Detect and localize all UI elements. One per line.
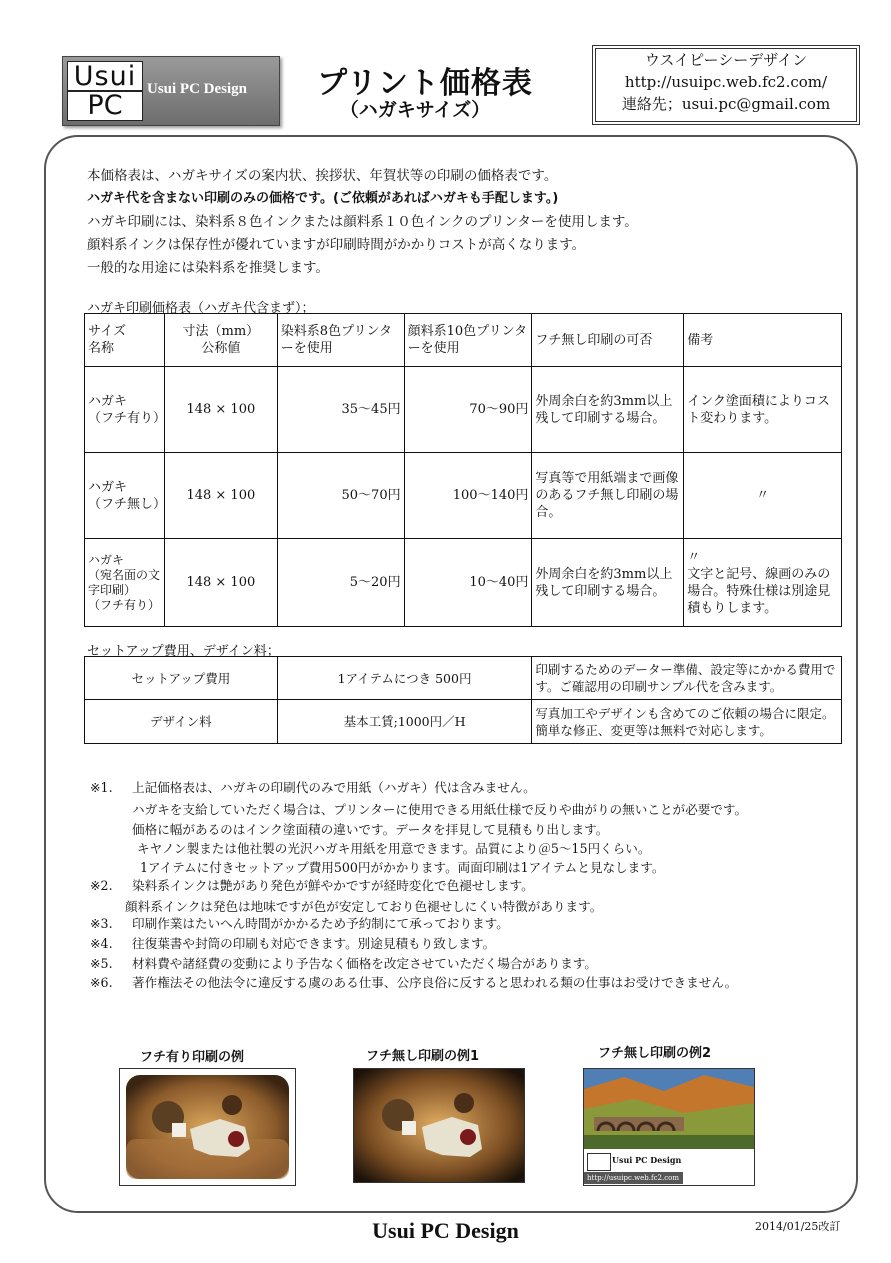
cell-name: ハガキ （宛名面の文字印刷） （フチ有り） — [85, 539, 165, 627]
setup-table — [84, 656, 842, 744]
card-logo-mark — [587, 1153, 611, 1171]
logo-bottom-text: PC — [68, 90, 142, 120]
setup-table-caption: セットアップ費用、デザイン料； — [87, 644, 280, 659]
cell-desc: 写真加工やデザインも含めてのご依頼の場合に限定。簡単な修正、変更等は無料で対応します。 — [532, 700, 842, 744]
note-mark: ※2. — [90, 878, 113, 893]
table-row — [85, 539, 842, 627]
note-mark: ※6. — [90, 975, 113, 990]
example-1-photo — [119, 1068, 296, 1186]
cell-border: 外周余白を約3mm以上残して印刷する場合。 — [532, 539, 684, 627]
cell-dye: 5～20円 — [277, 539, 404, 627]
page-title: プリント価格表 — [317, 66, 533, 101]
note-1 — [90, 779, 536, 797]
example-1-title: フチ有り印刷の例 — [140, 1050, 245, 1065]
note-1-line: キヤノン製または他社製の光沢ハガキ用紙を用意できます。品質により＠5～15円くらい。 — [137, 841, 651, 856]
table-row — [85, 657, 842, 700]
example-2-title: フチ無し印刷の例1 — [366, 1049, 480, 1064]
intro-line-5: 一般的な用途には染料系を推奨します。 — [87, 260, 329, 276]
horse-photo-image — [120, 1069, 295, 1185]
card-url: http://usuipc.web.fc2.com — [584, 1172, 683, 1184]
horse-photo-borderless-image — [354, 1069, 524, 1182]
note-1-line: 1アイテムに付きセットアップ費用500円がかかります。両面印刷は1アイテムと見なします。 — [140, 860, 665, 875]
cell-dye: 50～70円 — [277, 453, 404, 539]
table-row — [85, 453, 842, 539]
bridge-photo-image — [584, 1069, 754, 1149]
intro-line-2: ハガキ代を含まない印刷のみの価格です。(ご依頼があればハガキも手配します。) — [87, 191, 559, 206]
intro-line-4: 顔料系インクは保存性が優れていますが印刷時間がかかりコストが高くなります。 — [87, 237, 586, 253]
note-2 — [90, 877, 534, 895]
note-mark: ※1. — [90, 780, 113, 795]
note-text: 上記価格表は、ハガキの印刷代のみで用紙（ハガキ）代は含みません。 — [132, 780, 536, 795]
note-text: 材料費や諸経費の変動により予告なく価格を改定させていただく場合があります。 — [132, 956, 597, 971]
cell-pigment: 100～140円 — [404, 453, 532, 539]
cell-size: 148 × 100 — [164, 367, 277, 453]
revision-date: 2014/01/25改訂 — [755, 1220, 841, 1233]
contact-email[interactable]: 連絡先；usui.pc@gmail.com — [621, 95, 831, 113]
contact-name: ウスイピーシーデザイン — [644, 51, 808, 69]
cell-name: ハガキ （フチ有り） — [85, 367, 165, 453]
note-3 — [90, 915, 509, 933]
cell-name: ハガキ （フチ無し） — [85, 453, 165, 539]
note-mark: ※4. — [90, 936, 113, 951]
note-text: 染料系インクは艶があり発色が鮮やかですが経時変化で色褪せします。 — [132, 878, 534, 893]
price-table — [84, 313, 842, 627]
example-2-photo — [353, 1068, 525, 1183]
price-table-caption: ハガキ印刷価格表（ハガキ代含まず）； — [87, 301, 315, 316]
cell-note: 〃 — [684, 453, 842, 539]
contact-box — [595, 48, 857, 122]
note-1-line: ハガキを支給していただく場合は、プリンターに使用できる用紙仕様で反りや曲がりの無いことが必要です。 — [132, 802, 748, 817]
cell-pigment: 10～40円 — [404, 539, 532, 627]
cell-dye: 35～45円 — [277, 367, 404, 453]
cell-item: デザイン料 — [85, 700, 278, 744]
note-6 — [90, 974, 737, 992]
intro-line-3: ハガキ印刷には、染料系８色インクまたは顔料系１０色インクのプリンターを使用します。 — [87, 214, 638, 230]
note-text: 往復葉書や封筒の印刷も対応できます。別途見積もり致します。 — [132, 936, 496, 951]
table-row — [85, 367, 842, 453]
table-row — [85, 700, 842, 744]
cell-border: 写真等で用紙端まで画像のあるフチ無し印刷の場合。 — [532, 453, 684, 539]
cell-price: 基本工賃;1000円／H — [277, 700, 532, 744]
note-5 — [90, 955, 597, 973]
contact-url[interactable]: http://usuipc.web.fc2.com/ — [624, 73, 828, 91]
cell-size: 148 × 100 — [164, 539, 277, 627]
logo-top-text: Usui — [73, 61, 137, 92]
cell-note: インク塗面積によりコスト変わります。 — [684, 367, 842, 453]
example-3-title: フチ無し印刷の例2 — [598, 1046, 712, 1061]
note-1-line: 価格に幅があるのはインク塗面積の違いです。データを拝見して見積もり出します。 — [132, 822, 609, 837]
card-name: Usui PC Design — [612, 1155, 682, 1165]
footer-brand: Usui PC Design — [372, 1218, 519, 1243]
header-pigment: 顔料系10色プリンターを使用 — [404, 314, 532, 367]
note-2-line: 顔料系インクは発色は地味ですが色が安定しており色褪せしにくい特徴があります。 — [125, 899, 603, 914]
note-text: 印刷作業はたいへん時間がかかるため予約制にて承っております。 — [132, 916, 509, 931]
note-4 — [90, 935, 495, 953]
header-borderless: フチ無し印刷の可否 — [532, 314, 684, 367]
logo-name: Usui PC Design — [147, 81, 248, 97]
note-mark: ※3. — [90, 916, 113, 931]
example-3-card — [583, 1068, 755, 1186]
table-header-row — [85, 314, 842, 367]
cell-size: 148 × 100 — [164, 453, 277, 539]
cell-border: 外周余白を約3mm以上残して印刷する場合。 — [532, 367, 684, 453]
note-text: 著作権法その他法令に違反する虞のある仕事、公序良俗に反すると思われる類の仕事はお受けできません。 — [132, 975, 738, 990]
cell-note: 〃 文字と記号、線画のみの場合。特殊仕様は別途見積もりします。 — [684, 539, 842, 627]
header-dimensions: 寸法（mm） 公称値 — [164, 314, 277, 367]
cell-price: 1アイテムにつき 500円 — [277, 657, 532, 700]
header-size-name: サイズ 名称 — [85, 314, 165, 367]
cell-desc: 印刷するためのデーター準備、設定等にかかる費用です。ご確認用の印刷サンプル代を含みます。 — [532, 657, 842, 700]
logo-mark — [67, 61, 143, 121]
header-notes: 備考 — [684, 314, 842, 367]
cell-item: セットアップ費用 — [85, 657, 278, 700]
note-mark: ※5. — [90, 956, 113, 971]
cell-pigment: 70～90円 — [404, 367, 532, 453]
logo — [62, 56, 280, 126]
intro-line-1: 本価格表は、ハガキサイズの案内状、挨拶状、年賀状等の印刷の価格表です。 — [87, 168, 558, 184]
page-subtitle: （ハガキサイズ） — [339, 99, 491, 121]
header-dye: 染料系8色プリンターを使用 — [277, 314, 404, 367]
